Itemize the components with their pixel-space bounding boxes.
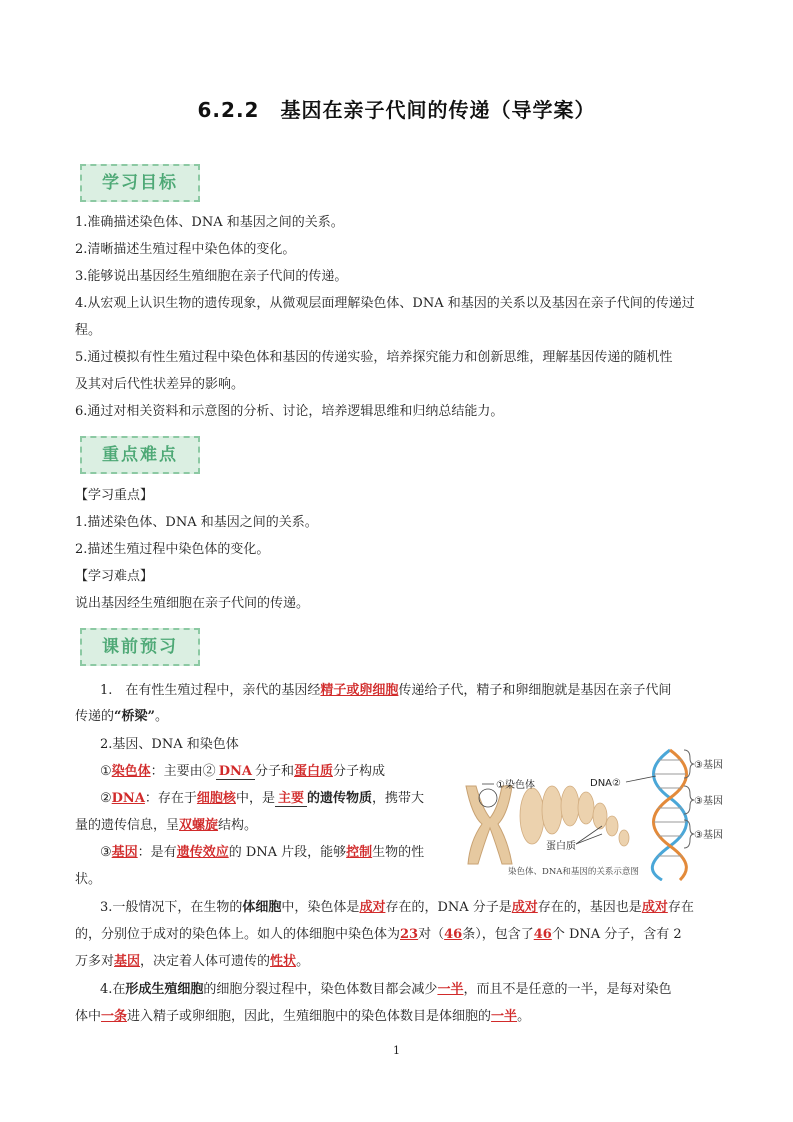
preview-p4-line2: 体中一条进入精子或卵细胞，因此，生殖细胞中的染色体数目是体细胞的一半。 bbox=[75, 1009, 531, 1024]
page-number: 1 bbox=[393, 1044, 400, 1057]
preview-p3-line1: 3.一般情况下，在生物的体细胞中，染色体是成对存在的，DNA 分子是成对存在的，基因也是成对存在 bbox=[100, 900, 694, 915]
section-label: 课前预习 bbox=[102, 637, 178, 657]
label-dna: DNA② bbox=[590, 778, 621, 789]
preview-p2-heading: 2.基因、DNA 和染色体 bbox=[100, 737, 239, 752]
difficulty-label: 【学习难点】 bbox=[75, 569, 154, 584]
goal-line: 4.从宏观上认识生物的遗传现象，从微观层面理解染色体、DNA 和基因的关系以及基因在亲子代间的传递过 bbox=[75, 296, 695, 311]
section-label: 重点难点 bbox=[102, 445, 178, 465]
preview-p2b: ②DNA：存在于细胞核中，是 主要 的遗传物质，携带大 bbox=[100, 791, 424, 806]
label-gene: ③基因 bbox=[694, 830, 723, 841]
section-label: 学习目标 bbox=[102, 173, 178, 193]
preview-p3-line3: 万多对基因，决定着人体可遗传的性状。 bbox=[75, 954, 310, 969]
chromosome-dna-gene-diagram bbox=[452, 746, 727, 881]
preview-p2b-cont: 量的遗传信息，呈双螺旋结构。 bbox=[75, 818, 258, 833]
label-gene: ③基因 bbox=[694, 760, 723, 771]
preview-p2a: ①染色体：主要由② DNA 分子和蛋白质分子构成 bbox=[100, 764, 385, 779]
preview-p2c: ③基因：是有遗传效应的 DNA 片段，能够控制生物的性 bbox=[100, 845, 425, 860]
preview-p4-line1: 4.在形成生殖细胞的细胞分裂过程中，染色体数目都会减少一半，而且不是任意的一半，是每对染色 bbox=[100, 982, 672, 997]
preview-p1-line2: 传递的“桥梁”。 bbox=[75, 709, 168, 724]
goal-line: 2.清晰描述生殖过程中染色体的变化。 bbox=[75, 242, 296, 257]
focus-item: 2.描述生殖过程中染色体的变化。 bbox=[75, 542, 270, 557]
goal-line: 5.通过模拟有性生殖过程中染色体和基因的传递实验，培养探究能力和创新思维，理解基因传递的随机性 bbox=[75, 350, 673, 365]
label-gene: ③基因 bbox=[694, 796, 723, 807]
goal-line: 3.能够说出基因经生殖细胞在亲子代间的传递。 bbox=[75, 269, 348, 284]
chromosome-illustration bbox=[466, 786, 512, 864]
focus-label: 【学习重点】 bbox=[75, 488, 154, 503]
coiled-fiber-illustration bbox=[520, 786, 629, 846]
figure-caption: 染色体、DNA和基因的关系示意图 bbox=[508, 867, 639, 877]
focus-item: 1.描述染色体、DNA 和基因之间的关系。 bbox=[75, 515, 318, 530]
goal-line: 1.准确描述染色体、DNA 和基因之间的关系。 bbox=[75, 215, 344, 230]
goal-line: 程。 bbox=[75, 323, 102, 338]
goal-line: 及其对后代性状差异的影响。 bbox=[75, 377, 245, 392]
label-protein: 蛋白质 bbox=[546, 841, 576, 852]
goal-line: 6.通过对相关资料和示意图的分析、讨论，培养逻辑思维和归纳总结能力。 bbox=[75, 404, 504, 419]
page-title: 6.2.2 基因在亲子代间的传递（导学案） bbox=[197, 98, 596, 122]
section-badge-goals bbox=[80, 164, 200, 202]
preview-p1-line1: 1. 在有性生殖过程中，亲代的基因经精子或卵细胞传递给子代，精子和卵细胞就是基因在亲子代间 bbox=[100, 683, 672, 698]
preview-p3-line2: 的，分别位于成对的染色体上。如人的体细胞中染色体为23对（46条），包含了46个 DNA 分子，含有 2 bbox=[75, 927, 682, 942]
preview-p2c-cont: 状。 bbox=[75, 872, 102, 887]
difficulty-text: 说出基因经生殖细胞在亲子代间的传递。 bbox=[75, 596, 310, 611]
dna-helix-illustration bbox=[652, 750, 686, 880]
section-badge-preview bbox=[80, 628, 200, 666]
section-badge-key bbox=[80, 436, 200, 474]
answer-blank: 精子或卵细胞 bbox=[320, 683, 399, 698]
label-chromosome: ①染色体 bbox=[496, 780, 535, 791]
